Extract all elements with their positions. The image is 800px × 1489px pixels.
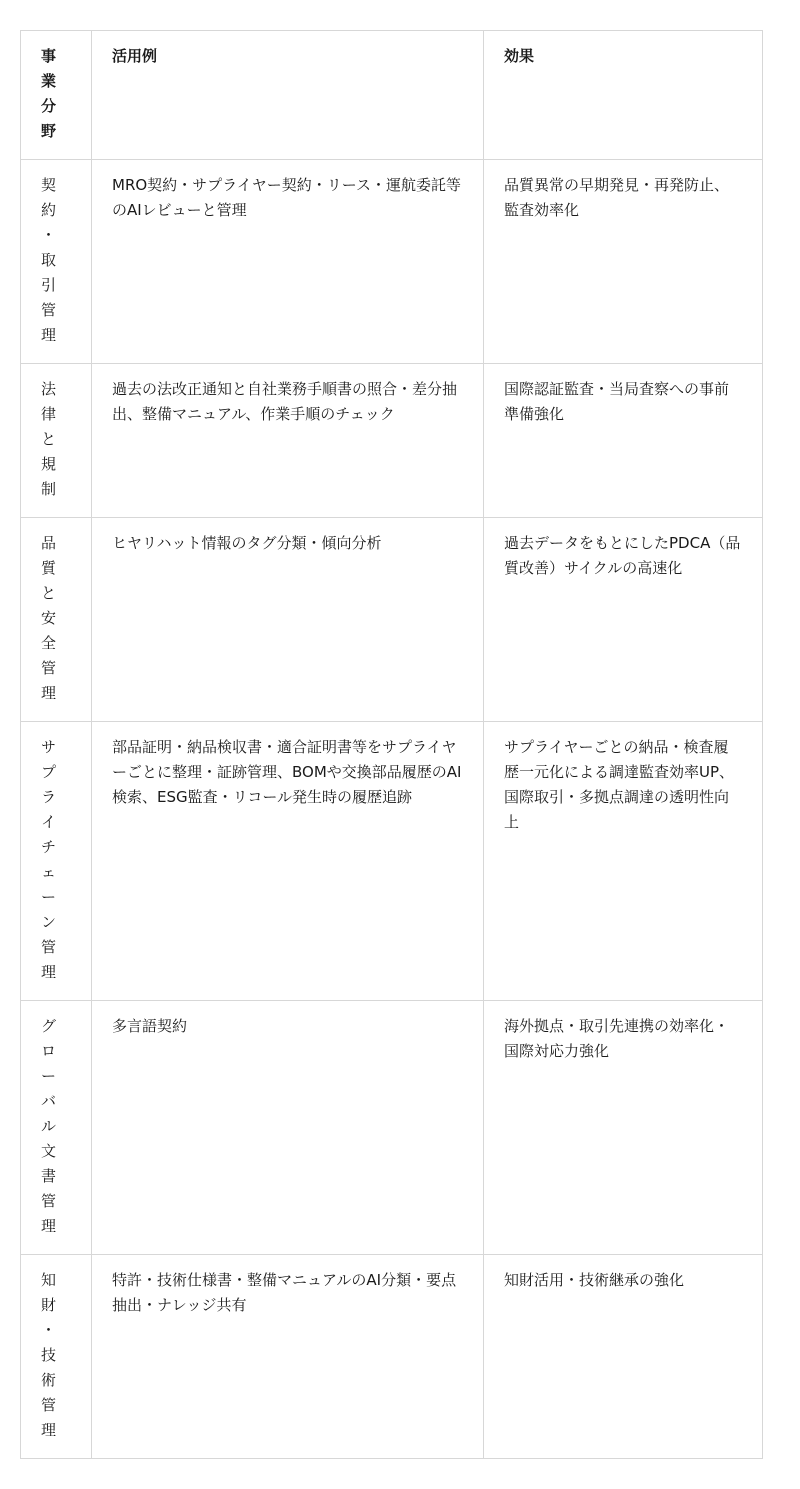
business-use-table bbox=[20, 30, 763, 1459]
row-effect: サプライヤーごとの納品・検査履歴一元化による調達監査効率UP、国際取引・多拠点調達の透明性向上 bbox=[484, 722, 763, 1001]
row-use-case: 部品証明・納品検収書・適合証明書等をサプライヤーごとに整理・証跡管理、BOMや交換部品履歴のAI検索、ESG監査・リコール発生時の履歴追跡 bbox=[92, 722, 484, 1001]
table-row bbox=[21, 364, 763, 518]
row-use-case: 多言語契約 bbox=[92, 1001, 484, 1255]
row-effect: 国際認証監査・当局査察への事前準備強化 bbox=[484, 364, 763, 518]
row-field: 知財・技術管理 bbox=[21, 1255, 92, 1459]
table-body bbox=[21, 160, 763, 1459]
header-effect: 効果 bbox=[484, 31, 763, 160]
row-effect: 品質異常の早期発見・再発防止、監査効率化 bbox=[484, 160, 763, 364]
row-field: グローバル文書管理 bbox=[21, 1001, 92, 1255]
header-field: 事業分野 bbox=[21, 31, 92, 160]
table-row bbox=[21, 1255, 763, 1459]
row-effect: 海外拠点・取引先連携の効率化・国際対応力強化 bbox=[484, 1001, 763, 1255]
row-field: 法律と規制 bbox=[21, 364, 92, 518]
table-row bbox=[21, 1001, 763, 1255]
table-row bbox=[21, 518, 763, 722]
row-field: 契約・取引管理 bbox=[21, 160, 92, 364]
row-field: サプライチェーン管理 bbox=[21, 722, 92, 1001]
header-use-case: 活用例 bbox=[92, 31, 484, 160]
row-field: 品質と安全管理 bbox=[21, 518, 92, 722]
row-use-case: 特許・技術仕様書・整備マニュアルのAI分類・要点抽出・ナレッジ共有 bbox=[92, 1255, 484, 1459]
table-row bbox=[21, 160, 763, 364]
table-row bbox=[21, 722, 763, 1001]
row-use-case: MRO契約・サプライヤー契約・リース・運航委託等のAIレビューと管理 bbox=[92, 160, 484, 364]
row-effect: 知財活用・技術継承の強化 bbox=[484, 1255, 763, 1459]
header-row bbox=[21, 31, 763, 160]
row-use-case: 過去の法改正通知と自社業務手順書の照合・差分抽出、整備マニュアル、作業手順のチェック bbox=[92, 364, 484, 518]
table-header bbox=[21, 31, 763, 160]
row-use-case: ヒヤリハット情報のタグ分類・傾向分析 bbox=[92, 518, 484, 722]
row-effect: 過去データをもとにしたPDCA（品質改善）サイクルの高速化 bbox=[484, 518, 763, 722]
